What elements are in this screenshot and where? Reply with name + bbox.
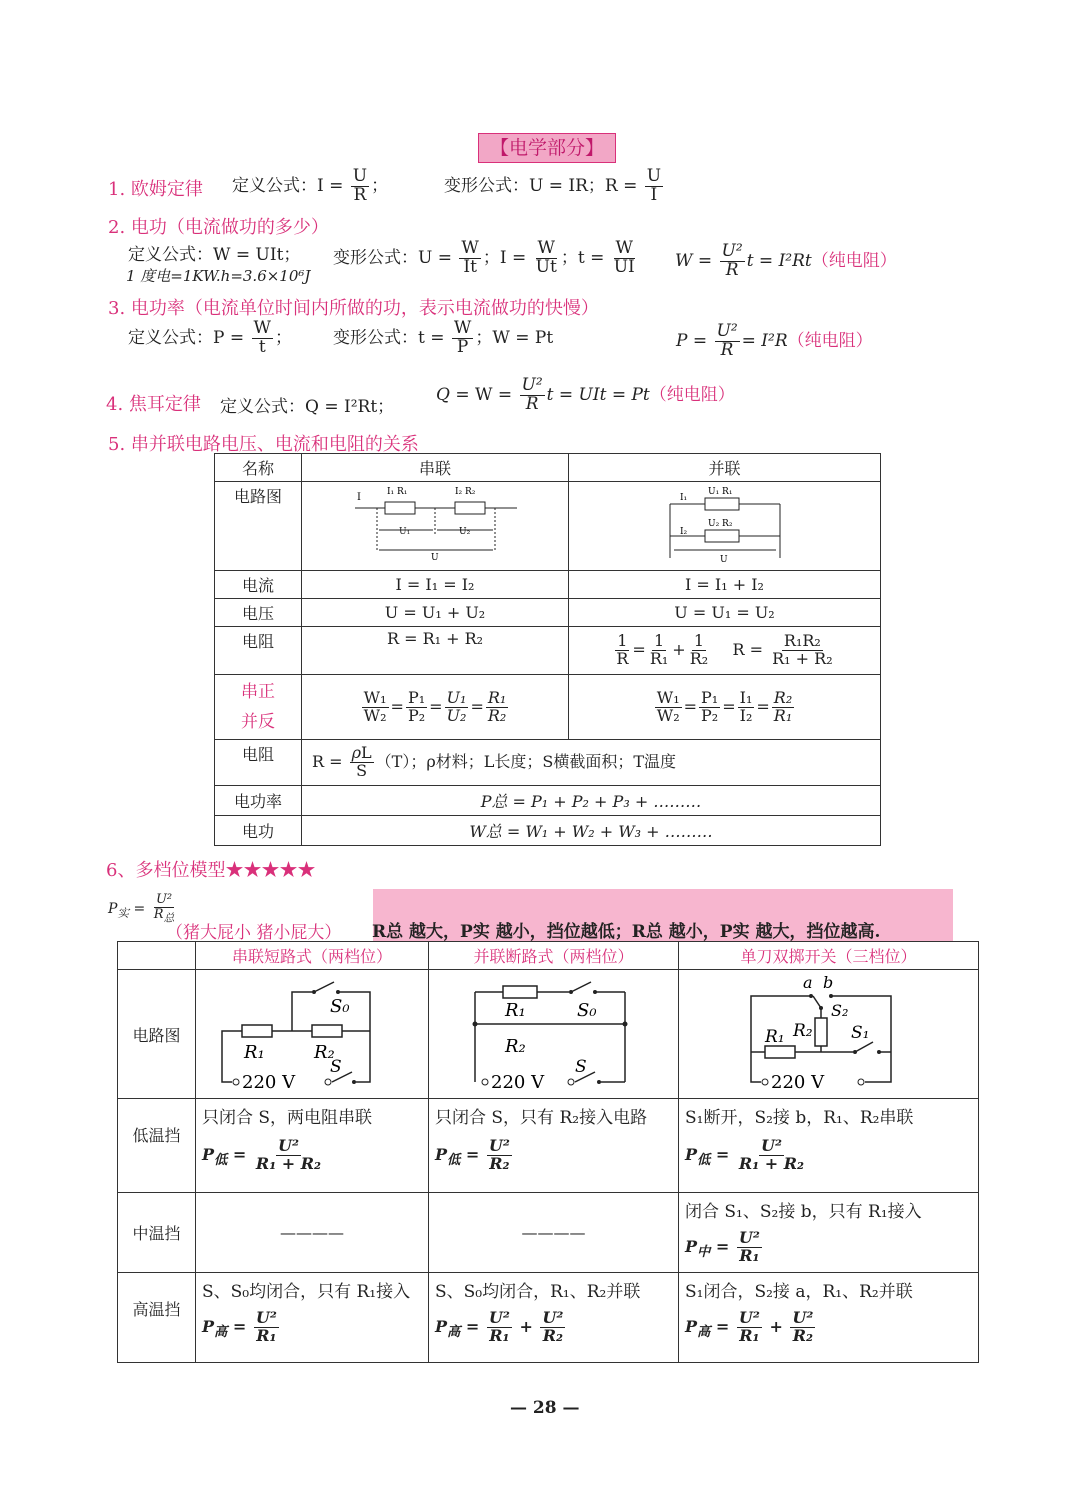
svg-text:I₁: I₁ — [679, 493, 687, 503]
col-header-series: 串联 — [302, 454, 569, 482]
row-label-resistance: 电阻 — [215, 627, 302, 675]
svg-text:R₁: R₁ — [765, 1027, 785, 1047]
joule-definition: 定义公式：Q = I²Rt； — [220, 397, 395, 417]
parallel-voltage: U = U₁ = U₂ — [569, 599, 881, 627]
ohm-definition: 定义公式：I = $\frac{U}{R}$ ； — [232, 166, 389, 205]
power-definition: 定义公式：P = $\frac{W}{t}$ ； — [128, 318, 292, 357]
ohm-variants: 变形公式：U = IR；R = $\frac{U}{I}$ — [444, 166, 662, 205]
work-variants: 变形公式：U = $\frac{W}{It}$ ；I = $\frac{W}{Ut}$ ；t = $\frac{W}{UI}$ — [333, 238, 635, 277]
svg-text:U₁ R₁: U₁ R₁ — [707, 487, 732, 497]
mid-spdt: 闭合 S₁、S₂接 b，只有 R₁接入 $P_中$ = $\frac{\text{U²}}{\text{R₁}}$ — [679, 1193, 979, 1273]
svg-text:R₂: R₂ — [505, 1036, 526, 1057]
row-label-mid: 中温挡 — [118, 1193, 196, 1273]
row-label-power: 电功率 — [215, 786, 302, 816]
row-label-work: 电功 — [215, 816, 302, 846]
circuit-parallel-open — [429, 970, 679, 1099]
row-label-circuit-2: 电路图 — [118, 970, 196, 1099]
svg-text:a: a — [803, 974, 813, 992]
svg-text:U: U — [719, 555, 728, 564]
gear-rule: R总 越大，P实 越小，挡位越低；R总 越小，P实 越大，挡位越高. — [372, 922, 881, 942]
col-header-parallel: 并联 — [569, 454, 881, 482]
row-label-circuit: 电路图 — [215, 482, 302, 571]
svg-text:S₁: S₁ — [851, 1023, 870, 1043]
total-work: W总 = W₁ + W₂ + W₃ + ……… — [302, 816, 881, 846]
heading-electric-power: 3. 电功率（电流单位时间内所做的功，表示电流做功的快慢） — [108, 298, 599, 319]
series-current: I = I₁ = I₂ — [302, 571, 569, 599]
parallel-circuit-diagram — [569, 482, 881, 571]
parallel-proportion: $\frac{\text{W₁}}{\text{W₂}}$ = $\frac{\text{P₁}}{\text{P₂}}$ = $\frac{\text{I₁}}{\text{I₂}}$ = $\frac{\text{R₂}}{\text{R₁}}$ — [569, 675, 881, 740]
mid-series-short: ———— — [196, 1193, 429, 1273]
parallel-current: I = I₁ + I₂ — [569, 571, 881, 599]
col-header-name: 名称 — [215, 454, 302, 482]
svg-text:R₂: R₂ — [314, 1042, 335, 1063]
mnemonic: （猪大屁小 猪小屁大） — [166, 923, 342, 943]
svg-text:S: S — [330, 1057, 342, 1077]
circuit-series-short — [196, 970, 429, 1099]
svg-text:I₂ R₂: I₂ R₂ — [455, 487, 476, 497]
high-series-short: S、S₀均闭合，只有 R₁接入 $P_高$ = $\frac{\text{U²}}{\text{R₁}}$ — [196, 1273, 429, 1363]
series-circuit-diagram — [302, 482, 569, 571]
svg-text:R₂: R₂ — [793, 1021, 813, 1041]
power-pure-resistor: P = $\frac{\text{U²}}{R}$ = I²R（纯电阻） — [676, 321, 873, 360]
heading-electric-work: 2. 电功（电流做功的多少） — [108, 217, 329, 238]
svg-text:220 V: 220 V — [771, 1072, 825, 1090]
row-label-proportion: 串正 并反 — [215, 675, 302, 740]
heading-joule-law: 4. 焦耳定律 — [106, 394, 201, 415]
parallel-resistance: $\frac{1}{R}$ = $\frac{1}{\text{R₁}}$ + $\frac{1}{\text{R₂}}$ R = $\frac{\text{R₁R₂}}{\text{R₁ + R₂}}$ — [569, 627, 881, 675]
row-label-resistance-2: 电阻 — [215, 740, 302, 786]
work-definition: 定义公式：W = UIt； — [128, 245, 301, 265]
svg-text:b: b — [823, 974, 834, 992]
svg-text:I₁ R₁: I₁ R₁ — [387, 487, 408, 497]
svg-text:S₂: S₂ — [831, 1001, 849, 1020]
page-number: — 28 — — [510, 1398, 580, 1418]
col-header-series-short: 串联短路式（两档位） — [196, 942, 429, 970]
svg-text:U: U — [431, 553, 439, 562]
mid-parallel-open: ———— — [429, 1193, 679, 1273]
svg-text:220 V: 220 V — [491, 1072, 545, 1090]
power-variants: 变形公式：t = $\frac{W}{P}$ ；W = Pt — [333, 318, 554, 357]
series-parallel-table — [214, 453, 881, 846]
low-series-short: 只闭合 S，两电阻串联 $P_低$ = $\frac{\text{U²}}{\text{R₁ + R₂}}$ — [196, 1099, 429, 1193]
svg-text:U₁: U₁ — [399, 527, 411, 537]
low-spdt: S₁断开，S₂接 b，R₁、R₂串联 $P_低$ = $\frac{\text{U²}}{\text{R₁ + R₂}}$ — [679, 1099, 979, 1193]
row-label-low: 低温挡 — [118, 1099, 196, 1193]
row-label-voltage: 电压 — [215, 599, 302, 627]
low-parallel-open: 只闭合 S，只有 R₂接入电路 $P_低$ = $\frac{\text{U²}}{\text{R₂}}$ — [429, 1099, 679, 1193]
series-voltage: U = U₁ + U₂ — [302, 599, 569, 627]
svg-text:R₁: R₁ — [244, 1042, 265, 1063]
high-spdt: S₁闭合，S₂接 a，R₁、R₂并联 $P_高$ = $\frac{\text{U²}}{\text{R₁}}$ + $\frac{\text{U²}}{\text{R₂}}$ — [679, 1273, 979, 1363]
joule-pure-resistor: Q = W = $\frac{\text{U²}}{R}$ t = UIt = Pt（纯电阻） — [436, 375, 735, 414]
svg-text:S: S — [575, 1057, 587, 1077]
svg-text:S₀: S₀ — [577, 1000, 597, 1021]
work-pure-resistor: W = $\frac{\text{U²}}{R}$ t = I²Rt（纯电阻） — [675, 241, 897, 280]
row-label-current: 电流 — [215, 571, 302, 599]
series-resistance: R = R₁ + R₂ — [302, 627, 569, 675]
col-header-spdt: 单刀双掷开关（三档位） — [679, 942, 979, 970]
col-header-parallel-open: 并联断路式（两档位） — [429, 942, 679, 970]
heading-ohm-law: 1. 欧姆定律 — [108, 179, 203, 200]
svg-text:I₂: I₂ — [679, 527, 687, 537]
total-power: P总 = P₁ + P₂ + P₃ + ……… — [302, 786, 881, 816]
actual-power-formula: $P_实$ = $\frac{\text{U²}}{R_总}$ — [108, 892, 175, 925]
svg-text:I: I — [357, 492, 361, 503]
svg-text:U₂ R₂: U₂ R₂ — [707, 519, 732, 529]
kwh-unit: 1 度电=1KW.h=3.6×10⁶J — [126, 267, 311, 285]
svg-text:R₁: R₁ — [505, 1000, 526, 1021]
resistance-law: R = $\frac{\rho L}{S}$ （T）；ρ材料；L长度；S横截面积；T温度 — [302, 740, 881, 786]
section-title: 【电学部分】 — [478, 133, 616, 163]
multi-gear-table — [117, 941, 979, 1363]
voltage-label: 220 V — [242, 1072, 296, 1090]
heading-series-parallel: 5. 串并联电路电压、电流和电阻的关系 — [108, 434, 419, 455]
svg-text:U₂: U₂ — [459, 527, 471, 537]
high-parallel-open: S、S₀均闭合，R₁、R₂并联 $P_高$ = $\frac{\text{U²}}{\text{R₁}}$ + $\frac{\text{U²}}{\text{R₂}}$ — [429, 1273, 679, 1363]
svg-text:S₀: S₀ — [330, 996, 350, 1017]
row-label-high: 高温挡 — [118, 1273, 196, 1363]
heading-multi-gear: 6、多档位模型★★★★★ — [106, 860, 316, 881]
series-proportion: $\frac{\text{W₁}}{\text{W₂}}$ = $\frac{\text{P₁}}{\text{P₂}}$ = $\frac{\text{U₁}}{\text{U₂}}$ = $\frac{\text{R₁}}{\text{R₂}}$ — [302, 675, 569, 740]
circuit-spdt — [679, 970, 979, 1099]
